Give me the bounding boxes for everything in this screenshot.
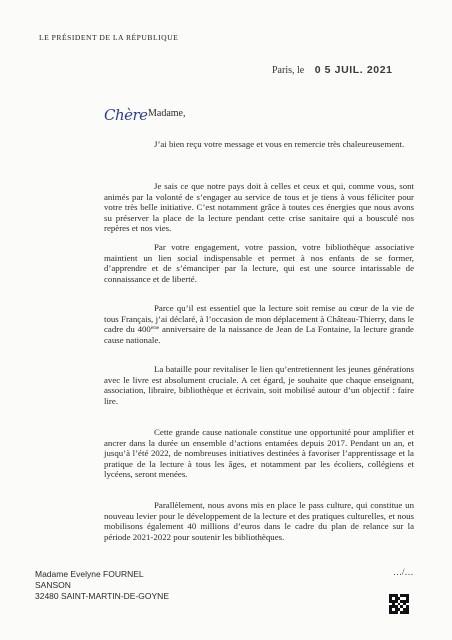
date-stamp: 0 5 JUIL. 2021 [314,64,393,76]
paragraph-3: Par votre engagement, votre passion, votre bibliothèque associative maintient un lien social indispensable et permet à nos enfants de se former, d’apprendre et de s’émanciper par la lecture, qui est une source intarissable de connaissance et de liberté. [104,242,414,284]
paragraph-7: Parallèlement, nous avons mis en place le pass culture, qui constitue un nouveau levier pour le développement de la lecture et des pratiques culturelles, et nous mobilisons également 40 millions d’euros dans le cadre du plan de relance sur la période 2021-2022 pour soutenir les bibliothèques. [104,500,414,542]
continuation-mark: …/… [393,567,414,577]
date-place: Paris, le [272,65,305,76]
paragraph-4-end: anniversaire de la naissance de Jean de La Fontaine, la lecture grande cause nationale. [104,324,414,345]
handwritten-salutation: Chère [104,106,148,124]
paragraph-4-start: Parce qu’il est essentiel que la lecture soit remise au cœur de la vie de tous Français, j’ai déclaré, à l’occasion de mon déplacement à Château-Thierry, dans le cadre du 400 [104,303,414,335]
paragraph-2: Je sais ce que notre pays doit à celles et ceux et qui, comme vous, sont animés par la volonté de s’engager au service de tous et je tiens à vous féliciter pour votre très belle initiative. C’est notamment grâce à toutes ces énergies que nous avons su préserver la place de la lecture pendant cette crise sanitaire qui a bousculé nos repères et nos vies. [104,181,414,234]
paragraph-1: J’ai bien reçu votre message et vous en remercie très chaleureusement. [154,139,405,149]
recipient-name: Madame Evelyne FOURNEL [35,569,144,579]
qr-code-icon [389,594,409,614]
paragraph-6: Cette grande cause nationale constitue une opportunité pour amplifier et ancrer dans la durée un ensemble d’actions entamées depuis 2017. Pendant un an, et jusqu’à l’été 2022, de nombreuses initiatives destinées à favoriser l’apprentissage et la pratique de la lecture à tous les âges, et notamment par les écoliers, collégiens et lycéens, seront menées. [104,427,414,480]
ordinal-suffix: ème [150,326,160,332]
date-line [272,64,393,76]
paragraph-4 [104,303,414,345]
paragraph-5: La bataille pour revitaliser le lien qu’entretiennent les jeunes générations avec le livre est absolument cruciale. A cet égard, je souhaite que chaque enseignant, association, libraire, bibliothèque et écrivain, soit mobilisé autour d’un objectif : faire lire. [104,364,414,406]
recipient-address [35,569,169,601]
letterhead: LE PRÉSIDENT DE LA RÉPUBLIQUE [39,33,179,42]
salutation: Madame, [148,108,186,119]
recipient-postal-address: 32480 SAINT-MARTIN-DE-GOYNE [35,590,169,601]
recipient-surname: SANSON [35,579,71,590]
